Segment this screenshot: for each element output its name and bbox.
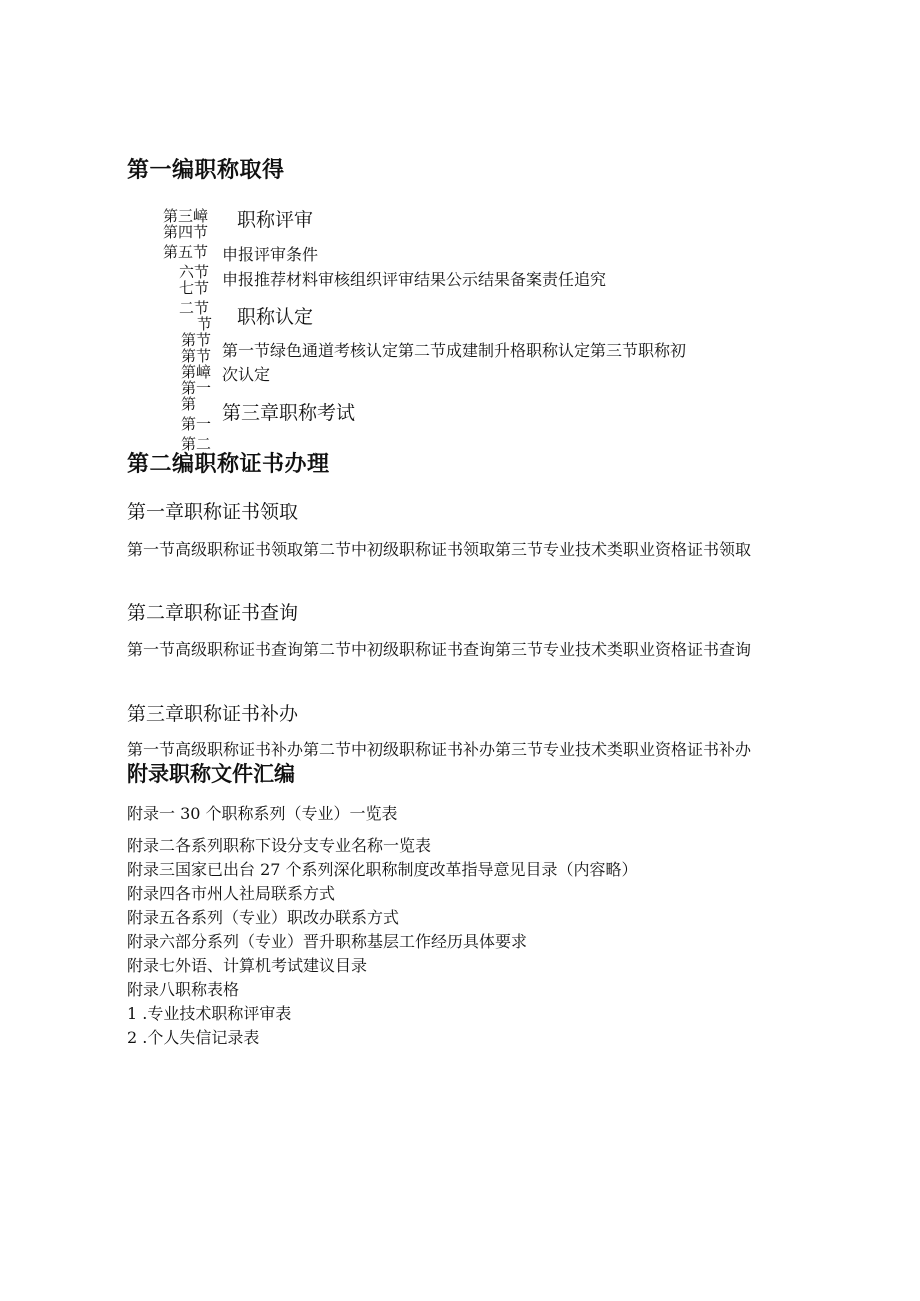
- appendix-title: 附录职称文件汇编: [127, 762, 295, 786]
- gutter-label: 节: [197, 315, 213, 333]
- part1-title: 第一编职称取得: [127, 158, 285, 183]
- list-item: 附录四各市州人社局联系方式: [127, 884, 336, 903]
- chapter3-sections: [127, 738, 767, 788]
- chapter3-title: 第三章职称证书补办: [127, 703, 299, 725]
- gutter-label: 第四节: [163, 223, 209, 241]
- gutter-label: 第嶂: [181, 363, 212, 381]
- chapter2-sections: 第一节高级职称证书查询第二节中初级职称证书查询第三节专业技术类职业资格证书查询: [127, 640, 752, 659]
- chapter1-title: 第一章职称证书领取: [127, 501, 299, 523]
- gutter-label: 第: [181, 395, 197, 413]
- toc-line-evaluation: 职称评审: [237, 209, 314, 231]
- gutter-label: 六节: [179, 263, 210, 281]
- list-item: 附录七外语、计算机考试建议目录: [127, 956, 368, 975]
- list-item: 附录八职称表格: [127, 980, 240, 999]
- toc-line-materials: 申报推荐材料审核组织评审结果公示结果备案责任追究: [222, 270, 607, 289]
- appendix-item-1: 附录一 30 个职称系列（专业）一览表: [127, 804, 398, 823]
- list-item: 1 .专业技术职称评审表: [127, 1004, 292, 1023]
- gutter-label: 第节: [181, 347, 212, 365]
- chapter1-sections: 第一节高级职称证书领取第二节中初级职称证书领取第三节专业技术类职业资格证书领取: [127, 540, 752, 559]
- gutter-label: 第三嶂: [163, 207, 209, 225]
- part2-title: 第二编职称证书办理: [127, 452, 330, 477]
- gutter-label: 第一: [181, 379, 212, 397]
- gutter-label: 二节: [179, 299, 210, 317]
- toc-line-recognition-sections: 第一节绿色通道考核认定第二节成建制升格职称认定第三节职称初: [222, 341, 687, 360]
- toc-line-exam: 第三章职称考试: [222, 402, 356, 424]
- list-item: 附录三国家已出台 27 个系列深化职称制度改革指导意见目录（内容略）: [127, 860, 638, 879]
- gutter-label: 第节: [181, 331, 212, 349]
- list-item: 附录六部分系列（专业）晋升职称基层工作经历具体要求: [127, 932, 528, 951]
- chapter3-sections-text: 第一节高级职称证书补办第二节中初级职称证书补办第三节专业技术类职业资格证书补办: [127, 740, 752, 759]
- toc-line-recognition-sections-cont: 次认定: [222, 365, 271, 384]
- chapter2-title: 第二章职称证书查询: [127, 602, 299, 624]
- list-item: 附录二各系列职称下设分支专业名称一览表: [127, 836, 432, 855]
- list-item: 2 .个人失信记录表: [127, 1028, 260, 1047]
- gutter-label: 七节: [179, 279, 210, 297]
- toc-line-recognition: 职称认定: [237, 306, 314, 328]
- gutter-label: 第五节: [163, 243, 209, 261]
- gutter-label: 第二: [181, 435, 212, 453]
- toc-line-conditions: 申报评审条件: [222, 245, 319, 264]
- gutter-label: 第一: [181, 415, 212, 433]
- appendix-list: [127, 834, 638, 1050]
- list-item: 附录五各系列（专业）职改办联系方式: [127, 908, 400, 927]
- toc-gutter-labels: [163, 208, 219, 452]
